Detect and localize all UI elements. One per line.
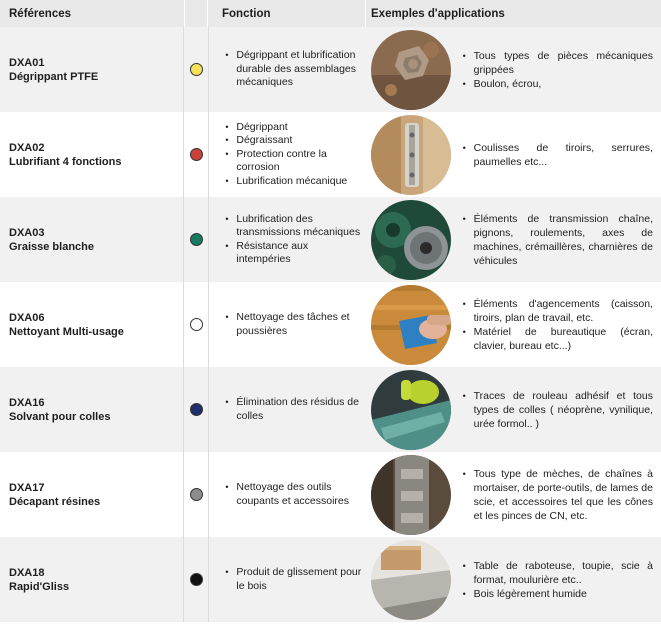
fonction-cell: [209, 27, 366, 112]
color-cell: [183, 452, 209, 537]
photo-cell: [366, 537, 457, 622]
exemples-cell: [457, 452, 661, 537]
fonction-item: • Élimination des résidus de colles: [223, 396, 362, 423]
exemples-cell: [457, 537, 661, 622]
fonction-cell: [209, 367, 366, 452]
reference-cell: [0, 282, 183, 367]
color-cell: [183, 112, 209, 197]
exemple-item: • Tous types de pièces mécaniques grippées: [461, 49, 653, 77]
exemple-item: • Éléments de transmission chaîne, pignons, roulements, axes de machines, crémaillères, charnières de véhicules: [461, 212, 653, 268]
table-row: [0, 367, 661, 452]
exemples-cell: [457, 27, 661, 112]
exemples-cell: [457, 197, 661, 282]
wood-table-photo: [371, 540, 451, 620]
gloved-hand-photo: [371, 370, 451, 450]
fonction-item: • Lubrification des transmissions mécaniques: [223, 213, 362, 240]
color-cell: [183, 27, 209, 112]
table-row: [0, 282, 661, 367]
fonction-item: • Dégrippant: [223, 121, 362, 135]
table-row: [0, 112, 661, 197]
photo-cell: [366, 282, 457, 367]
exemple-item: • Traces de rouleau adhésif et tous types de colles ( néoprène, vynilique, urée formol.. ): [461, 389, 653, 431]
fonction-item: • Protection contre la corrosion: [223, 148, 362, 175]
reference-cell: [0, 197, 183, 282]
fonction-cell: [209, 197, 366, 282]
color-dot-icon: [190, 403, 203, 416]
cleaning-cloth-photo: [371, 285, 451, 365]
product-name: Solvant pour colles: [9, 410, 111, 423]
fonction-item: • Dégrippant et lubrification durable des assemblages mécaniques: [223, 49, 362, 90]
photo-cell: [366, 27, 457, 112]
photo-cell: [366, 452, 457, 537]
exemple-item: • Tous type de mèches, de chaînes à mortaiser, de porte-outils, de lames de scie, et accessoires tel que les cônes et les pinces de CN, etc.: [461, 467, 653, 523]
exemple-item: • Bois légèrement humide: [461, 587, 653, 601]
rusty-bolt-photo: [371, 30, 451, 110]
header-exemples: Exemples d'applications: [365, 0, 661, 27]
product-name: Graisse blanche: [9, 240, 94, 253]
exemple-item: • Éléments d'agencements (caisson, tiroirs, plan de travail, etc.: [461, 297, 653, 325]
fonction-item: • Lubrification mécanique: [223, 175, 362, 189]
exemple-item: • Boulon, écrou,: [461, 77, 653, 91]
exemples-cell: [457, 367, 661, 452]
product-code: DXA16: [9, 396, 45, 409]
product-name: Lubrifiant 4 fonctions: [9, 155, 122, 168]
reference-cell: [0, 367, 183, 452]
product-name: Nettoyant Multi-usage: [9, 325, 124, 338]
fonction-item: • Nettoyage des outils coupants et accessoires: [223, 481, 362, 508]
photo-cell: [366, 197, 457, 282]
color-dot-icon: [190, 148, 203, 161]
table-row: [0, 452, 661, 537]
fonction-item: • Produit de glissement pour le bois: [223, 566, 362, 593]
exemple-item: • Table de raboteuse, toupie, scie à format, moulurière etc..: [461, 559, 653, 587]
product-code: DXA02: [9, 141, 45, 154]
color-cell: [183, 367, 209, 452]
photo-cell: [366, 112, 457, 197]
exemple-item: • Matériel de bureautique (écran, clavier, bureau etc...): [461, 325, 653, 353]
fonction-cell: [209, 282, 366, 367]
header-color-column: [184, 0, 208, 27]
fonction-item: • Dégraissant: [223, 134, 362, 148]
color-cell: [183, 197, 209, 282]
table-row: [0, 537, 661, 622]
fonction-cell: [209, 112, 366, 197]
reference-cell: [0, 112, 183, 197]
color-dot-icon: [190, 573, 203, 586]
gears-photo: [371, 200, 451, 280]
reference-cell: [0, 537, 183, 622]
photo-cell: [366, 367, 457, 452]
cutter-head-photo: [371, 455, 451, 535]
reference-cell: [0, 452, 183, 537]
fonction-item: • Résistance aux intempéries: [223, 240, 362, 267]
header-references: Références: [9, 7, 72, 20]
product-code: DXA01: [9, 56, 45, 69]
product-name: Décapant résines: [9, 495, 101, 508]
table-row: [0, 197, 661, 282]
product-name: Rapid'Gliss: [9, 580, 70, 593]
exemples-cell: [457, 282, 661, 367]
door-hinge-photo: [371, 115, 451, 195]
table-row: [0, 27, 661, 112]
fonction-item: • Nettoyage des tâches et poussières: [223, 311, 362, 338]
color-cell: [183, 282, 209, 367]
fonction-cell: [209, 537, 366, 622]
product-name: Dégrippant PTFE: [9, 70, 99, 83]
table-body: [0, 27, 661, 622]
exemple-item: • Coulisses de tiroirs, serrures, paumelles etc...: [461, 141, 653, 169]
color-cell: [183, 537, 209, 622]
product-code: DXA03: [9, 226, 45, 239]
reference-cell: [0, 27, 183, 112]
exemples-cell: [457, 112, 661, 197]
header-fonction: Fonction: [222, 7, 271, 20]
product-code: DXA17: [9, 481, 45, 494]
fonction-cell: [209, 452, 366, 537]
color-dot-icon: [190, 233, 203, 246]
color-dot-icon: [190, 318, 203, 331]
product-code: DXA18: [9, 566, 45, 579]
color-dot-icon: [190, 488, 203, 501]
table-header: [0, 0, 661, 27]
product-code: DXA06: [9, 311, 45, 324]
color-dot-icon: [190, 63, 203, 76]
